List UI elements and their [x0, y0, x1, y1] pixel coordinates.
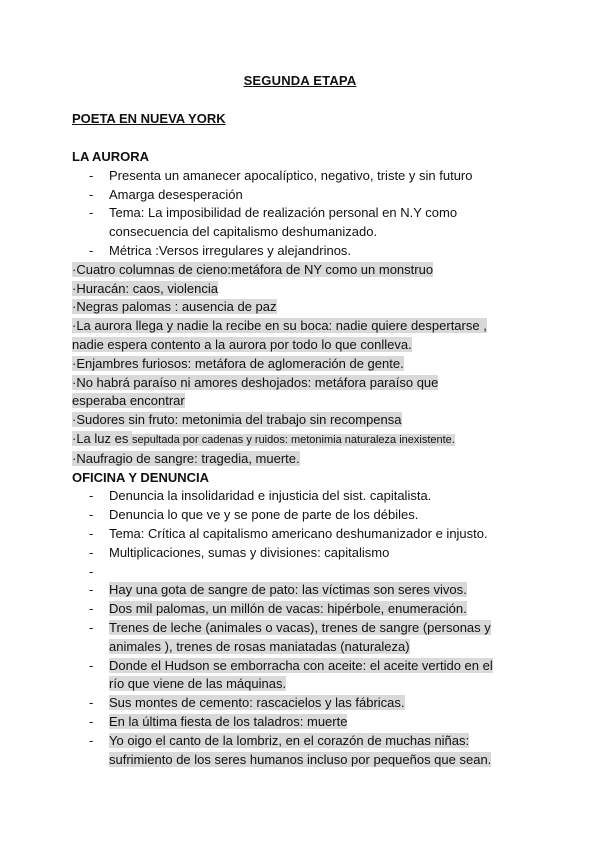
list-item: - Yo oigo el canto de la lombriz, en el corazón de muchas niñas: sufrimiento de los seres humanos incluso por pequeños que sean. [72, 732, 532, 770]
note-line: ·La luz es sepultada por cadenas y ruidos: metonimia naturaleza inexistente. [72, 430, 455, 446]
list-item: - En la última fiesta de los taladros: muerte [72, 713, 532, 732]
note-line: ·Huracán: caos, violencia [72, 280, 218, 296]
list-item: - Métrica :Versos irregulares y alejandrinos. [72, 242, 532, 261]
note-line: ·Sudores sin fruto: metonimia del trabajo sin recompensa [72, 412, 402, 428]
list-item: - Denuncia lo que ve y se pone de parte de los débiles. [72, 506, 532, 525]
note-line: ·No habrá paraíso ni amores deshojados: metáfora paraíso que [72, 374, 439, 390]
aurora-notes [72, 261, 532, 469]
document-body [72, 148, 532, 769]
list-item: - Hay una gota de sangre de pato: las víctimas son seres vivos. [72, 581, 532, 600]
note-line: ·Cuatro columnas de cieno:metáfora de NY como un monstruo [72, 261, 434, 277]
note-line: ·Naufragio de sangre: tragedia, muerte. [72, 450, 300, 466]
list-item: - Sus montes de cemento: rascacielos y las fábricas. [72, 694, 532, 713]
oficina-bullet-list [72, 487, 532, 769]
section-heading-oficina: OFICINA Y DENUNCIA [72, 469, 209, 485]
section-heading-aurora: LA AURORA [72, 149, 150, 164]
note-line: nadie espera contento a la aurora por todo lo que conlleva. [72, 336, 412, 352]
list-item: - Multiplicaciones, sumas y divisiones: capitalismo [72, 544, 532, 563]
aurora-bullet-list [72, 167, 532, 261]
list-item: - Tema: Crítica al capitalismo americano deshumanizador e injusto. [72, 525, 532, 544]
note-line: ·Negras palomas : ausencia de paz [72, 299, 277, 315]
list-item: - Denuncia la insolidaridad e injusticia del sist. capitalista. [72, 487, 532, 506]
note-line: ·Enjambres furiosos: metáfora de aglomeración de gente. [72, 355, 404, 371]
list-item: - Trenes de leche (animales o vacas), trenes de sangre (personas y animales ), trenes de rosas maniatadas (naturaleza) [72, 619, 532, 657]
list-item: - Dos mil palomas, un millón de vacas: hipérbole, enumeración. [72, 600, 532, 619]
note-line: ·La aurora llega y nadie la recibe en su boca: nadie quiere despertarse , [72, 318, 487, 334]
note-line: esperaba encontrar [72, 393, 185, 409]
list-item: - Amarga desesperación [72, 186, 532, 205]
list-item-empty [72, 563, 532, 582]
list-item: - Tema: La imposibilidad de realización personal en N.Y como consecuencia del capitalismo deshumanizado. [72, 204, 532, 242]
document-title: SEGUNDA ETAPA [243, 73, 357, 88]
document-subtitle: POETA EN NUEVA YORK [72, 111, 226, 126]
list-item: - Presenta un amanecer apocalíptico, negativo, triste y sin futuro [72, 167, 532, 186]
list-item: - Donde el Hudson se emborracha con aceite: el aceite vertido en el río que viene de las máquinas. [72, 657, 532, 695]
